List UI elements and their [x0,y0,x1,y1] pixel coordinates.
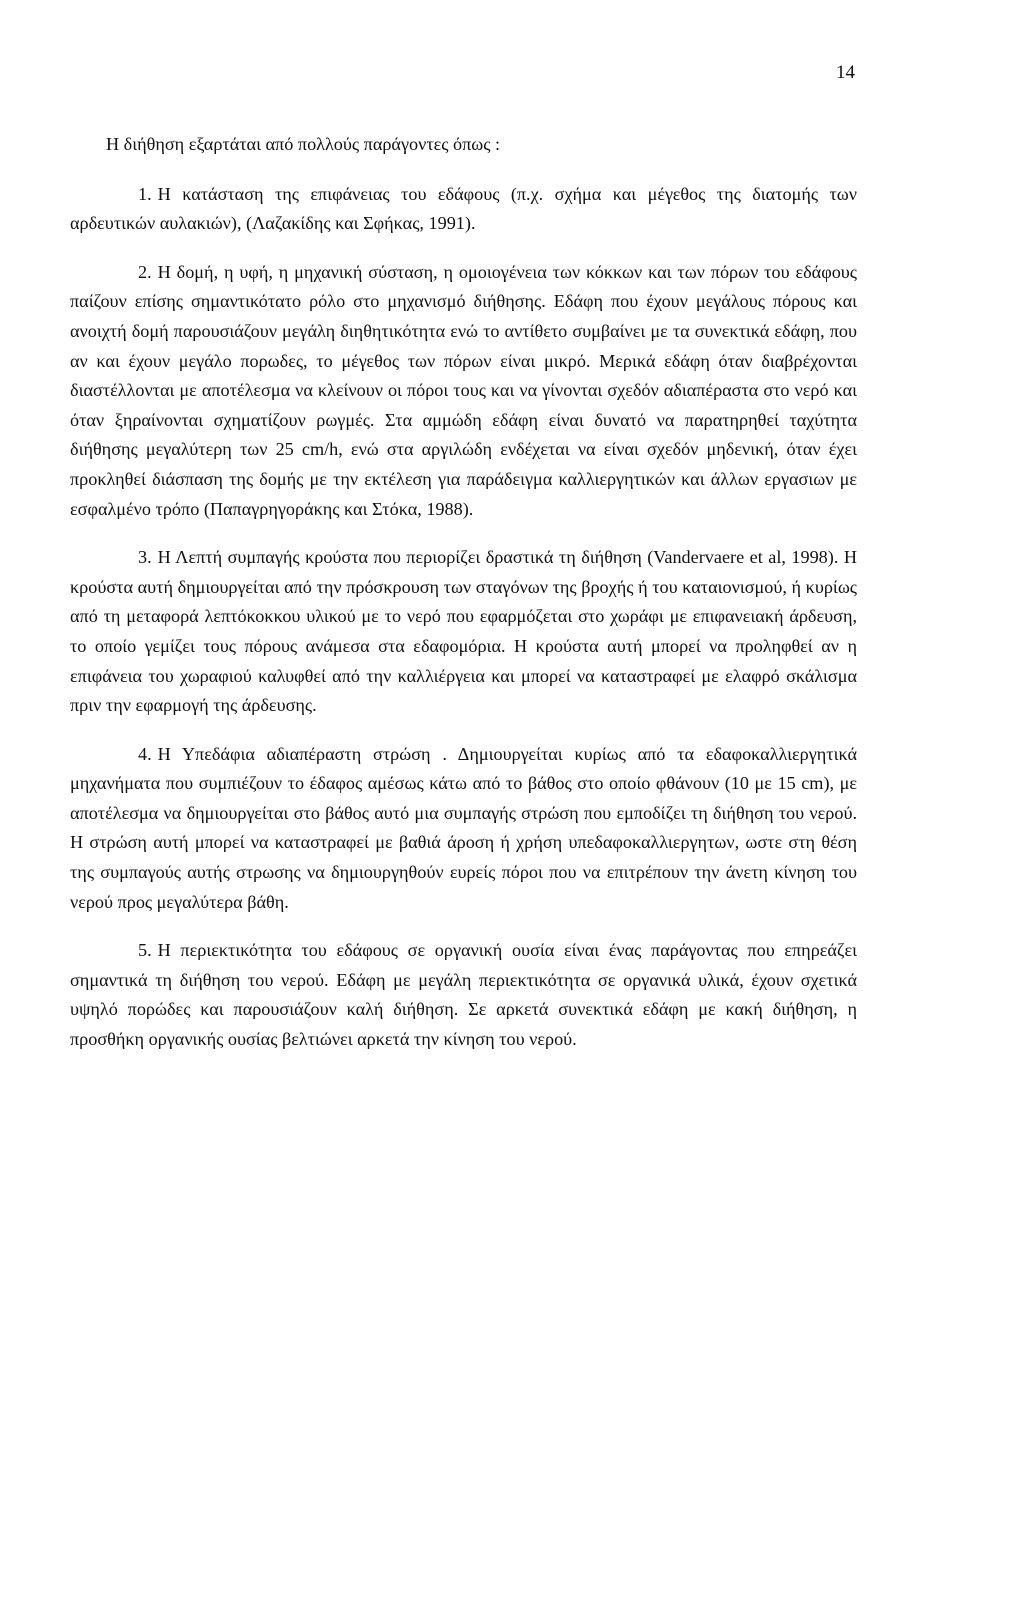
list-item-2 [70,258,857,524]
list-item-number: 5. [138,940,152,961]
list-item-5 [70,936,857,1054]
list-item-number: 3. [138,547,152,568]
list-item-number: 2. [138,261,152,282]
list-item-text: Η δομή, η υφή, η μηχανική σύσταση, η ομοιογένεια των κόκκων και των πόρων του εδάφους παίζουν επίσης σημαντικότατο ρόλο στο μηχανισμό διήθησης. Εδάφη που έχουν μεγάλους πόρους και ανοιχτή δομή παρουσιάζουν μεγάλη διηθητικότητα ενώ το αντίθετο συμβαίνει με τα συνεκτικά εδάφη, που αν και έχουν μεγάλο πορωδες, το μέγεθος των πόρων είναι μικρό. Μερικά εδάφη όταν διαβρέχονται διαστέλλονται με αποτέλεσμα να κλείνουν οι πόροι τους και να γίνονται σχεδόν αδιαπέραστα στο νερό και όταν ξηραίνονται σχηματίζουν ρωγμές. Στα αμμώδη εδάφη είναι δυνατό να παρατηρηθεί ταχύτητα διήθησης μεγαλύτερη των 25 cm/h, ενώ στα αργιλώδη ενδέχεται να είναι σχεδόν μηδενική, όταν έχει προκληθεί διάσπαση της δομής με την εκτέλεση για παράδειγμα καλλιεργητικών και άλλων εργασιων με εσφαλμένο τρόπο (Παπαγρηγοράκης και Στόκα, 1988). [70,261,857,519]
page-number: 14 [836,62,855,83]
list-item-1 [70,180,857,239]
document-body [70,130,857,1074]
list-item-text: Η κατάσταση της επιφάνειας του εδάφους (π.χ. σχήμα και μέγεθος της διατομής των αρδευτικών αυλακιών), (Λαζακίδης και Σφήκας, 1991). [70,183,857,234]
list-item-number: 1. [138,183,152,204]
list-item-number: 4. [138,743,152,764]
list-item-text: Η περιεκτικότητα του εδάφους σε οργανική ουσία είναι ένας παράγοντας που επηρεάζει σημαντικά τη διήθηση του νερού. Εδάφη με μεγάλη περιεκτικότητα σε οργανικά υλικά, έχουν σχετικά υψηλό πορώδες και παρουσιάζουν καλή διήθηση. Σε αρκετά συνεκτικά εδάφη με κακή διήθηση, η προσθήκη οργανικής ουσίας βελτιώνει αρκετά την κίνηση του νερού. [70,940,857,1050]
list-item-text: Η Λεπτή συμπαγής κρούστα που περιορίζει δραστικά τη διήθηση (Vandervaere et al, 1998). Η κρούστα αυτή δημιουργείται από την πρόσκρουση των σταγόνων της βροχής ή του καταιονισμού, ή κυρίως από τη μεταφορά λεπτόκοκκου υλικού με το νερό που εφαρμόζεται στο χωράφι με επιφανειακή άρδευση, το οποίο γεμίζει τους πόρους ανάμεσα στα εδαφομόρια. Η κρούστα αυτή μπορεί να προληφθεί αν η επιφάνεια του χωραφιού καλυφθεί από την καλλιέργεια και μπορεί να καταστραφεί με ελαφρό σκάλισμα πριν την εφαρμογή της άρδευσης. [70,547,857,716]
list-item-text: Η Υπεδάφια αδιαπέραστη στρώση . Δημιουργείται κυρίως από τα εδαφοκαλλιεργητικά μηχανήματα που συμπιέζουν το έδαφος αμέσως κάτω από το βάθος στο οποίο φθάνουν (10 με 15 cm), με αποτέλεσμα να δημιουργείται στο βάθος αυτό μια συμπαγής στρώση που εμποδίζει τη διήθηση του νερού. Η στρώση αυτή μπορεί να καταστραφεί με βαθιά άροση ή χρήση υπεδαφοκαλλιεργητων, ωστε στη θέση της συμπαγούς αυτής στρωσης να δημιουργηθούν ευρείς πόροι που να επιτρέπουν την άνετη κίνηση του νερού προς μεγαλύτερα βάθη. [70,743,857,912]
list-item-3 [70,543,857,721]
list-item-4 [70,740,857,918]
intro-paragraph: Η διήθηση εξαρτάται από πολλούς παράγοντες όπως : [106,134,501,154]
